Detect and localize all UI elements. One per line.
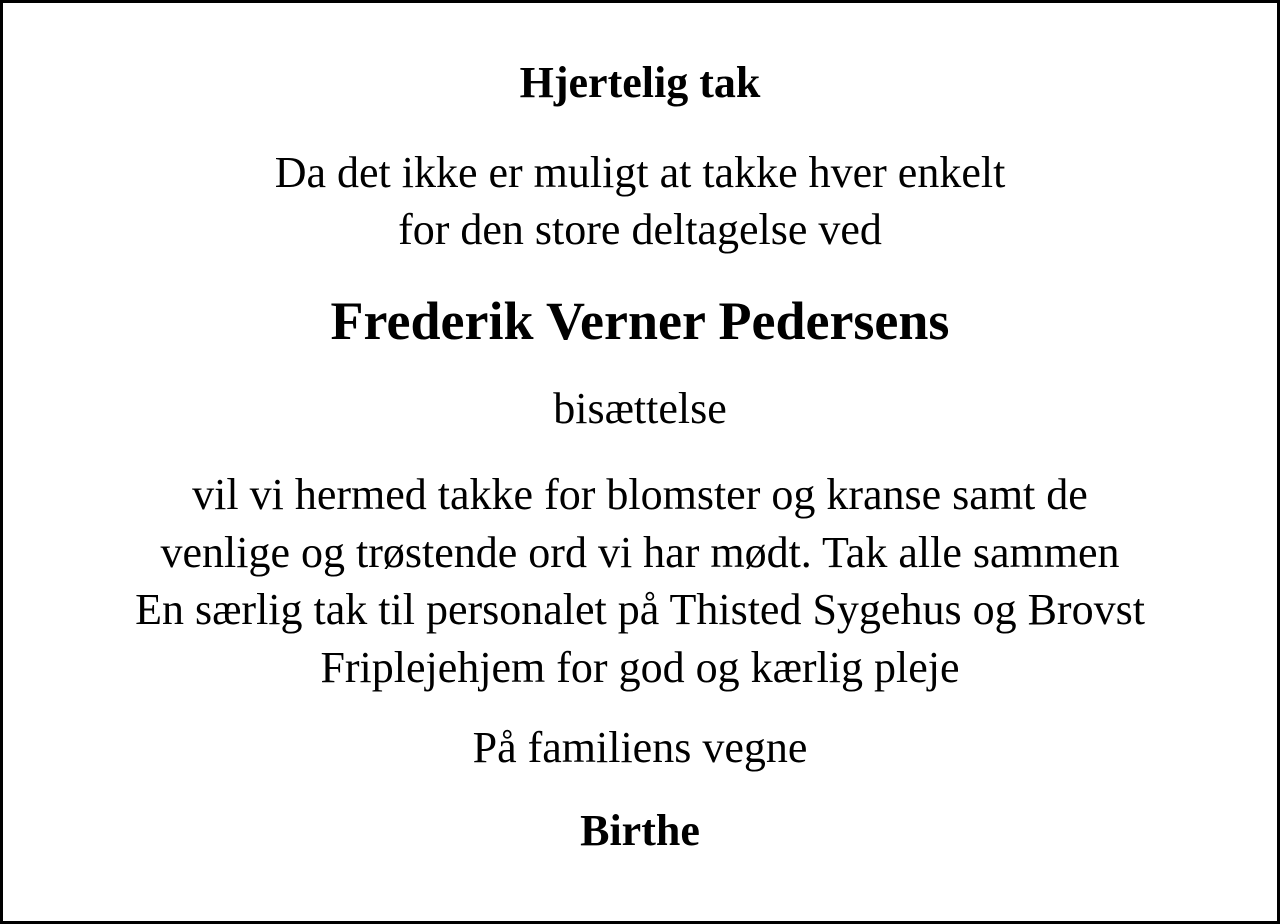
- event-type: bisættelse: [553, 384, 727, 433]
- closing-phrase: På familiens vegne: [472, 723, 808, 772]
- body-line: venlige og trøstende ord vi har mødt. Tak alle sammen: [160, 527, 1120, 577]
- notice-heading: Hjertelig tak: [519, 58, 761, 107]
- intro-line: for den store deltagelse ved: [398, 205, 882, 254]
- body-line: En særlig tak til personalet på Thisted Sygehus og Brovst: [135, 585, 1145, 634]
- intro-line: Da det ikke er muligt at takke hver enkelt: [274, 148, 1006, 197]
- notice-body: [3, 466, 1277, 696]
- body-line: vil vi hermed takke for blomster og kranse samt de: [192, 470, 1088, 519]
- notice-intro: [3, 144, 1277, 258]
- body-line: Friplejehjem for god og kærlig pleje: [320, 642, 960, 692]
- signature: Birthe: [580, 806, 700, 855]
- deceased-name: Frederik Verner Pedersens: [330, 291, 950, 351]
